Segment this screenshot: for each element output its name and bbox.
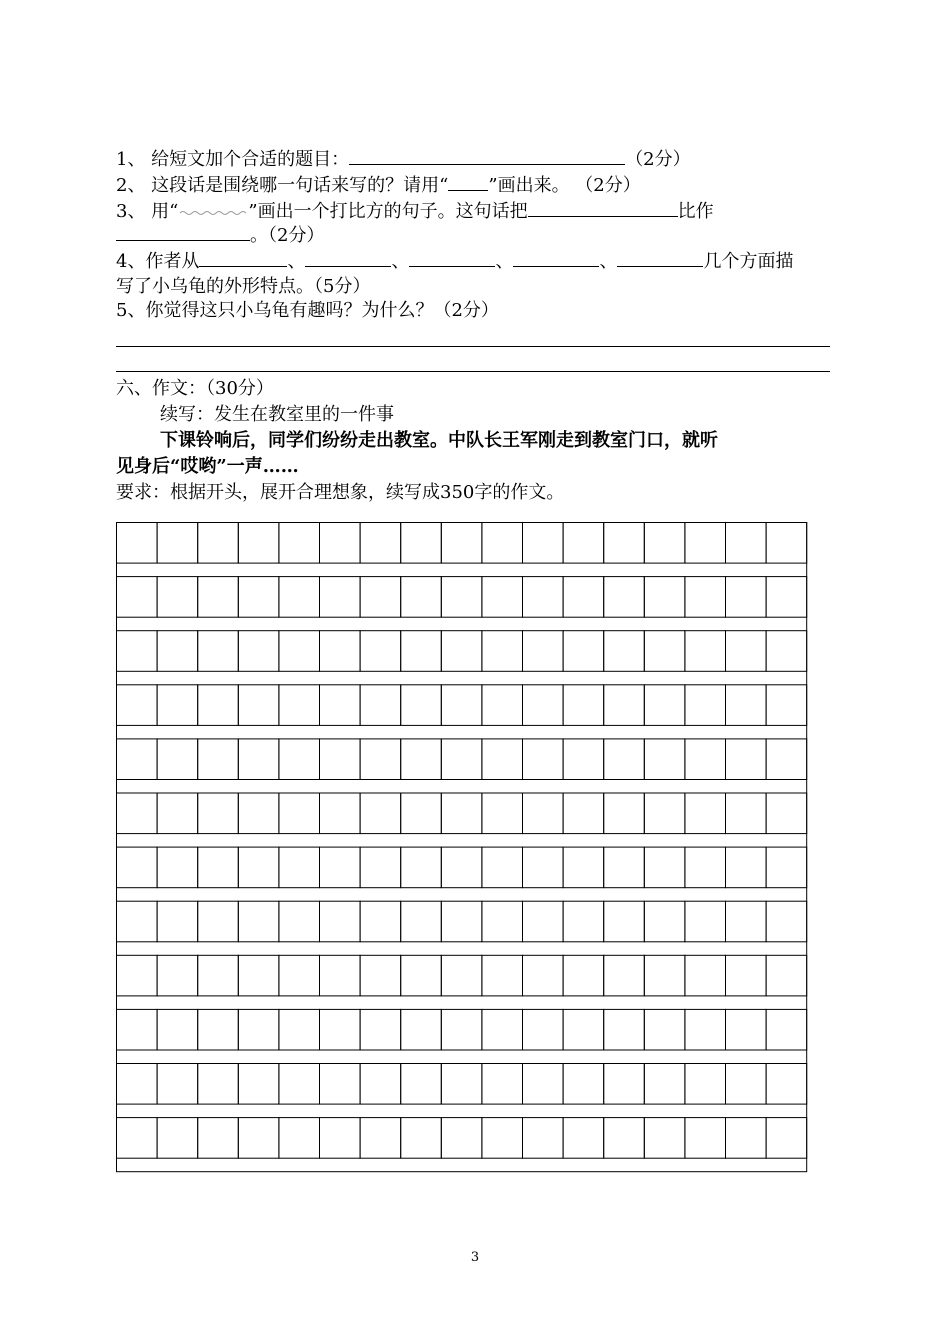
grid-cell (279, 793, 320, 834)
grid-cell (320, 631, 361, 672)
grid-cell (441, 1064, 482, 1105)
grid-cell (441, 523, 482, 564)
grid-cell (441, 631, 482, 672)
grid-cell (238, 577, 279, 618)
grid-cell (320, 685, 361, 726)
grid-cell (279, 1118, 320, 1159)
grid-cell (523, 1009, 564, 1050)
question-5 (116, 298, 499, 324)
grid-cell (117, 1064, 158, 1105)
grid-cell (320, 901, 361, 942)
grid-cell (604, 793, 645, 834)
grid-cell (441, 847, 482, 888)
grid-cell (644, 901, 685, 942)
answer-line-1[interactable] (116, 346, 830, 347)
grid-cell (604, 1118, 645, 1159)
grid-cell (441, 1118, 482, 1159)
grid-cell (563, 631, 604, 672)
wavy-line-sample (178, 199, 248, 217)
grid-cell (482, 1118, 523, 1159)
grid-cell (360, 793, 401, 834)
grid-cell (563, 1118, 604, 1159)
grid-row (117, 577, 807, 618)
grid-cell (685, 685, 726, 726)
grid-cell (238, 901, 279, 942)
grid-cell (644, 523, 685, 564)
grid-cell (198, 1118, 239, 1159)
grid-cell (685, 1064, 726, 1105)
question-5-text: 5、你觉得这只小乌龟有趣吗？为什么？（2分） (116, 300, 499, 321)
grid-cell (523, 685, 564, 726)
grid-cell (726, 1009, 767, 1050)
grid-cell (644, 847, 685, 888)
aspect-blank-1[interactable] (199, 248, 287, 267)
grid-cell (523, 1118, 564, 1159)
writing-grid-svg (116, 522, 808, 1173)
grid-cell (360, 1064, 401, 1105)
grid-cell (563, 793, 604, 834)
grid-cell (157, 847, 198, 888)
question-4-end: 几个方面描 (703, 251, 794, 272)
grid-cell (198, 1009, 239, 1050)
grid-row (117, 847, 807, 888)
question-3-continued (116, 222, 324, 249)
grid-cell (238, 847, 279, 888)
grid-cell (726, 577, 767, 618)
grid-cell (644, 685, 685, 726)
grid-cell (238, 955, 279, 996)
grid-cell (766, 1009, 807, 1050)
grid-row (117, 1009, 807, 1050)
grid-cell (117, 739, 158, 780)
title-answer-blank[interactable] (349, 146, 625, 165)
grid-cell (563, 1064, 604, 1105)
separator: 、 (287, 251, 306, 272)
grid-cell (766, 523, 807, 564)
grid-cell (685, 793, 726, 834)
grid-cell (279, 1009, 320, 1050)
grid-cell (482, 577, 523, 618)
grid-cell (360, 577, 401, 618)
writing-grid[interactable] (116, 522, 808, 1173)
grid-cell (523, 577, 564, 618)
grid-cell (523, 739, 564, 780)
grid-cell (279, 1064, 320, 1105)
grid-cell (117, 1118, 158, 1159)
grid-cell (726, 685, 767, 726)
grid-cell (320, 523, 361, 564)
grid-cell (320, 1118, 361, 1159)
grid-cell (482, 955, 523, 996)
grid-cell (563, 523, 604, 564)
grid-cell (523, 847, 564, 888)
grid-cell (482, 523, 523, 564)
grid-cell (563, 901, 604, 942)
grid-cell (279, 523, 320, 564)
question-4-continued (116, 274, 370, 300)
grid-cell (157, 523, 198, 564)
grid-cell (523, 955, 564, 996)
grid-cell (726, 1064, 767, 1105)
grid-row (117, 793, 807, 834)
grid-cell (401, 1118, 442, 1159)
grid-cell (157, 577, 198, 618)
grid-cell (604, 739, 645, 780)
grid-cell (563, 739, 604, 780)
underline-sample (448, 172, 488, 191)
grid-cell (563, 685, 604, 726)
grid-row (117, 1118, 807, 1159)
grid-cell (198, 793, 239, 834)
question-1-text: 1、 给短文加个合适的题目： (116, 149, 350, 170)
grid-cell (604, 685, 645, 726)
composition-subtitle: 续写：发生在教室里的一件事 (160, 404, 394, 425)
separator: 、 (599, 251, 618, 272)
grid-cell (726, 631, 767, 672)
grid-cell (320, 847, 361, 888)
grid-cell (401, 577, 442, 618)
grid-row (117, 523, 807, 564)
composition-heading: 六、作文：（30分） (116, 378, 274, 399)
grid-cell (482, 901, 523, 942)
grid-cell (320, 1064, 361, 1105)
grid-row (117, 685, 807, 726)
grid-cell (117, 1009, 158, 1050)
separator: 、 (495, 251, 514, 272)
grid-cell (360, 739, 401, 780)
grid-cell (604, 1009, 645, 1050)
grid-cell (685, 901, 726, 942)
grid-cell (726, 847, 767, 888)
grid-cell (401, 1064, 442, 1105)
grid-cell (401, 739, 442, 780)
grid-cell (441, 955, 482, 996)
grid-cell (685, 1118, 726, 1159)
grid-cell (157, 901, 198, 942)
grid-cell (320, 793, 361, 834)
grid-cell (766, 793, 807, 834)
grid-cell (441, 901, 482, 942)
grid-cell (523, 901, 564, 942)
grid-cell (401, 847, 442, 888)
grid-cell (157, 739, 198, 780)
grid-cell (685, 523, 726, 564)
grid-cell (198, 955, 239, 996)
grid-cell (441, 739, 482, 780)
grid-cell (238, 523, 279, 564)
grid-cell (685, 631, 726, 672)
grid-cell (766, 901, 807, 942)
grid-cell (117, 577, 158, 618)
grid-cell (360, 847, 401, 888)
grid-cell (117, 793, 158, 834)
grid-cell (238, 1064, 279, 1105)
composition-requirement: 要求：根据开头，展开合理想象，续写成350字的作文。 (116, 482, 565, 503)
separator: 、 (391, 251, 410, 272)
grid-cell (157, 1009, 198, 1050)
grid-cell (238, 1009, 279, 1050)
grid-cell (685, 1009, 726, 1050)
grid-cell (360, 685, 401, 726)
grid-cell (604, 1064, 645, 1105)
grid-cell (198, 523, 239, 564)
grid-cell (644, 793, 685, 834)
grid-cell (604, 523, 645, 564)
grid-cell (766, 1064, 807, 1105)
grid-cell (766, 847, 807, 888)
question-1 (116, 146, 691, 173)
grid-cell (644, 631, 685, 672)
grid-cell (320, 955, 361, 996)
grid-cell (726, 901, 767, 942)
grid-cell (604, 631, 645, 672)
grid-cell (401, 955, 442, 996)
grid-cell (685, 577, 726, 618)
grid-cell (157, 631, 198, 672)
grid-cell (563, 577, 604, 618)
grid-row (117, 1064, 807, 1105)
grid-cell (766, 631, 807, 672)
grid-cell (482, 685, 523, 726)
grid-cell (279, 847, 320, 888)
grid-cell (726, 739, 767, 780)
composition-prompt-line-2: 见身后“哎哟”一声…… (116, 456, 299, 477)
grid-cell (360, 1118, 401, 1159)
grid-cell (117, 901, 158, 942)
grid-cell (279, 577, 320, 618)
question-2 (116, 172, 641, 199)
grid-cell (198, 1064, 239, 1105)
question-2-text: 2、 这段话是围绕哪一句话来写的？请用“ (116, 175, 449, 196)
grid-cell (482, 739, 523, 780)
grid-cell (279, 955, 320, 996)
grid-cell (401, 685, 442, 726)
grid-cell (117, 685, 158, 726)
grid-cell (279, 685, 320, 726)
grid-cell (766, 739, 807, 780)
grid-cell (238, 1118, 279, 1159)
grid-cell (117, 523, 158, 564)
grid-cell (401, 523, 442, 564)
grid-cell (238, 685, 279, 726)
grid-cell (685, 847, 726, 888)
grid-cell (117, 847, 158, 888)
grid-cell (482, 793, 523, 834)
grid-row (117, 631, 807, 672)
grid-cell (360, 955, 401, 996)
grid-cell (604, 955, 645, 996)
aspect-blank-5[interactable] (617, 248, 703, 267)
grid-cell (320, 577, 361, 618)
grid-cell (523, 523, 564, 564)
question-2-end: ”画出来。 （2分） (488, 175, 641, 196)
grid-cell (726, 523, 767, 564)
grid-cell (563, 1009, 604, 1050)
grid-cell (198, 901, 239, 942)
aspect-blank-4[interactable] (513, 248, 599, 267)
grid-cell (523, 1064, 564, 1105)
grid-cell (644, 1009, 685, 1050)
grid-cell (685, 955, 726, 996)
question-3-end: 比作 (677, 201, 714, 222)
grid-cell (441, 685, 482, 726)
grid-cell (726, 793, 767, 834)
question-1-score: （2分） (625, 149, 691, 170)
grid-cell (157, 1118, 198, 1159)
grid-cell (604, 847, 645, 888)
aspect-blank-2[interactable] (305, 248, 391, 267)
composition-prompt-line-1: 下课铃响后，同学们纷纷走出教室。中队长王军刚走到教室门口，就听 (160, 430, 718, 451)
compare-subject-blank[interactable] (528, 198, 678, 217)
grid-cell (644, 1118, 685, 1159)
grid-cell (523, 793, 564, 834)
grid-cell (766, 685, 807, 726)
grid-cell (401, 631, 442, 672)
grid-cell (320, 739, 361, 780)
grid-cell (320, 1009, 361, 1050)
grid-cell (482, 847, 523, 888)
grid-cell (482, 631, 523, 672)
question-3 (116, 198, 714, 225)
question-3b-end: 。（2分） (250, 225, 325, 246)
grid-cell (563, 847, 604, 888)
grid-cell (360, 631, 401, 672)
grid-cell (644, 577, 685, 618)
grid-cell (523, 631, 564, 672)
grid-cell (279, 631, 320, 672)
question-4-text: 4、作者从 (116, 251, 200, 272)
question-4b-text: 写了小乌龟的外形特点。（5分） (116, 276, 371, 297)
grid-cell (360, 523, 401, 564)
grid-cell (604, 577, 645, 618)
answer-line-2[interactable] (116, 371, 830, 372)
grid-cell (238, 793, 279, 834)
grid-cell (279, 901, 320, 942)
question-4 (116, 248, 793, 275)
grid-cell (401, 901, 442, 942)
grid-cell (604, 901, 645, 942)
grid-cell (401, 1009, 442, 1050)
grid-cell (482, 1064, 523, 1105)
question-3-text: 3、 用“ (116, 201, 179, 222)
grid-row (117, 901, 807, 942)
grid-cell (644, 1064, 685, 1105)
grid-cell (726, 955, 767, 996)
grid-row (117, 739, 807, 780)
grid-cell (198, 739, 239, 780)
grid-cell (157, 793, 198, 834)
grid-cell (563, 955, 604, 996)
compare-object-blank[interactable] (116, 222, 250, 241)
grid-cell (238, 631, 279, 672)
grid-cell (685, 739, 726, 780)
grid-cell (157, 955, 198, 996)
grid-cell (198, 631, 239, 672)
grid-cell (157, 685, 198, 726)
grid-cell (117, 631, 158, 672)
grid-cell (198, 847, 239, 888)
grid-cell (644, 955, 685, 996)
grid-cell (198, 577, 239, 618)
grid-cell (644, 739, 685, 780)
question-3-mid: ”画出一个打比方的句子。这句话把 (248, 201, 528, 222)
grid-cell (401, 793, 442, 834)
grid-cell (441, 793, 482, 834)
grid-cell (157, 1064, 198, 1105)
grid-cell (117, 955, 158, 996)
grid-cell (766, 577, 807, 618)
grid-cell (441, 1009, 482, 1050)
grid-cell (766, 955, 807, 996)
grid-cell (766, 1118, 807, 1159)
grid-cell (238, 739, 279, 780)
grid-cell (279, 739, 320, 780)
grid-cell (360, 1009, 401, 1050)
grid-cell (441, 577, 482, 618)
grid-row (117, 955, 807, 996)
grid-cell (726, 1118, 767, 1159)
grid-cell (360, 901, 401, 942)
aspect-blank-3[interactable] (409, 248, 495, 267)
page-number: 3 (470, 1250, 480, 1265)
grid-cell (482, 1009, 523, 1050)
grid-cell (198, 685, 239, 726)
